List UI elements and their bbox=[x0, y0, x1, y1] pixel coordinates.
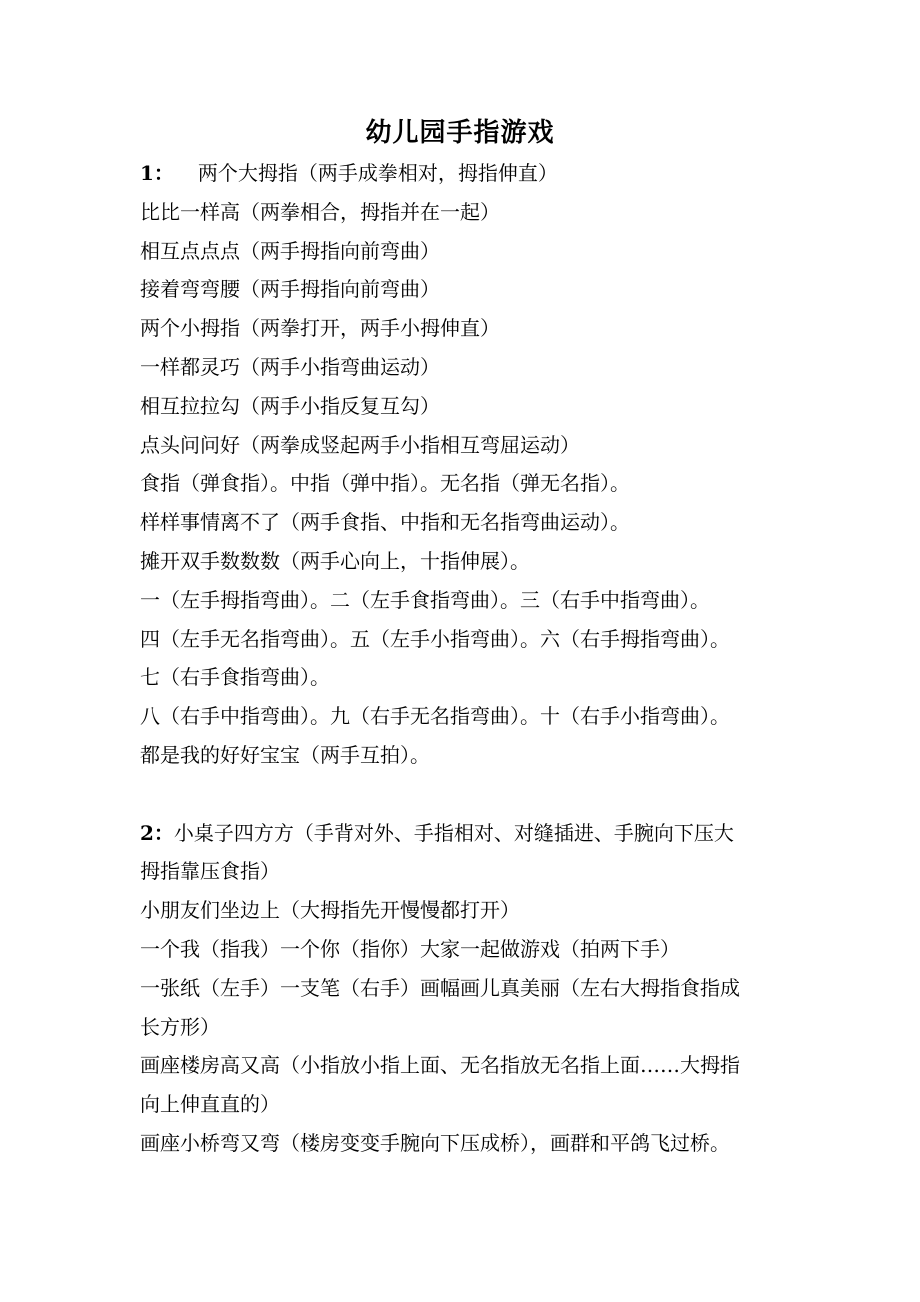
paragraph-line: 七（右手食指弯曲）。 bbox=[140, 665, 330, 690]
paragraph-line: 食指（弹食指）。中指（弹中指）。无名指（弹无名指）。 bbox=[140, 471, 630, 496]
paragraph-line: 一样都灵巧（两手小指弯曲运动） bbox=[140, 354, 440, 379]
document-title: 幼儿园手指游戏 bbox=[365, 118, 555, 148]
paragraph-line: 八（右手中指弯曲）。九（右手无名指弯曲）。十（右手小指弯曲）。 bbox=[140, 704, 730, 729]
section-1-first-line bbox=[140, 154, 790, 193]
section-spacer bbox=[140, 775, 790, 814]
paragraph-line: 一个我（指我）一个你（指你）大家一起做游戏（拍两下手） bbox=[140, 936, 680, 961]
paragraph-line: 画座楼房高又高（小指放小指上面、无名指放无名指上面……大拇指 bbox=[140, 1053, 740, 1078]
section-2-first-text: 小桌子四方方（手背对外、手指相对、对缝插进、手腕向下压大 bbox=[173, 820, 734, 845]
document-body bbox=[140, 154, 790, 1163]
section-1-first-text: 两个大拇指（两手成拳相对，拇指伸直） bbox=[197, 161, 558, 185]
paragraph-line: 比比一样高（两拳相合，拇指并在一起） bbox=[140, 199, 500, 224]
paragraph-line: 一（左手拇指弯曲）。二（左手食指弯曲）。三（右手中指弯曲）。 bbox=[140, 587, 710, 612]
paragraph-line: 两个小拇指（两拳打开，两手小拇伸直） bbox=[140, 316, 500, 341]
paragraph-line: 小朋友们坐边上（大拇指先开慢慢都打开） bbox=[140, 898, 520, 923]
paragraph-line: 一张纸（左手）一支笔（右手）画幅画儿真美丽（左右大拇指食指成 bbox=[140, 975, 740, 1000]
paragraph-line: 长方形） bbox=[140, 1014, 220, 1039]
paragraph-line: 接着弯弯腰（两手拇指向前弯曲） bbox=[140, 277, 440, 302]
paragraph-line: 相互点点点（两手拇指向前弯曲） bbox=[140, 238, 440, 263]
paragraph-line: 相互拉拉勾（两手小指反复互勾） bbox=[140, 393, 440, 418]
paragraph-line: 画座小桥弯又弯（楼房变变手腕向下压成桥），画群和平鸽飞过桥。 bbox=[140, 1130, 730, 1155]
paragraph-line: 拇指靠压食指） bbox=[140, 859, 280, 884]
paragraph-line: 摊开双手数数数（两手心向上，十指伸展）。 bbox=[140, 548, 530, 573]
paragraph-line: 样样事情离不了（两手食指、中指和无名指弯曲运动）。 bbox=[140, 510, 630, 535]
paragraph-line: 向上伸直直的） bbox=[140, 1092, 280, 1117]
paragraph-line: 都是我的好好宝宝（两手互拍）。 bbox=[140, 742, 430, 767]
paragraph-line: 点头问问好（两拳成竖起两手小指相互弯屈运动） bbox=[140, 432, 580, 457]
paragraph-line: 四（左手无名指弯曲）。五（左手小指弯曲）。六（右手拇指弯曲）。 bbox=[140, 626, 730, 651]
section-2-first-line bbox=[140, 814, 790, 853]
section-1-number: 1： bbox=[140, 161, 174, 185]
section-2-number: 2： bbox=[140, 820, 174, 845]
